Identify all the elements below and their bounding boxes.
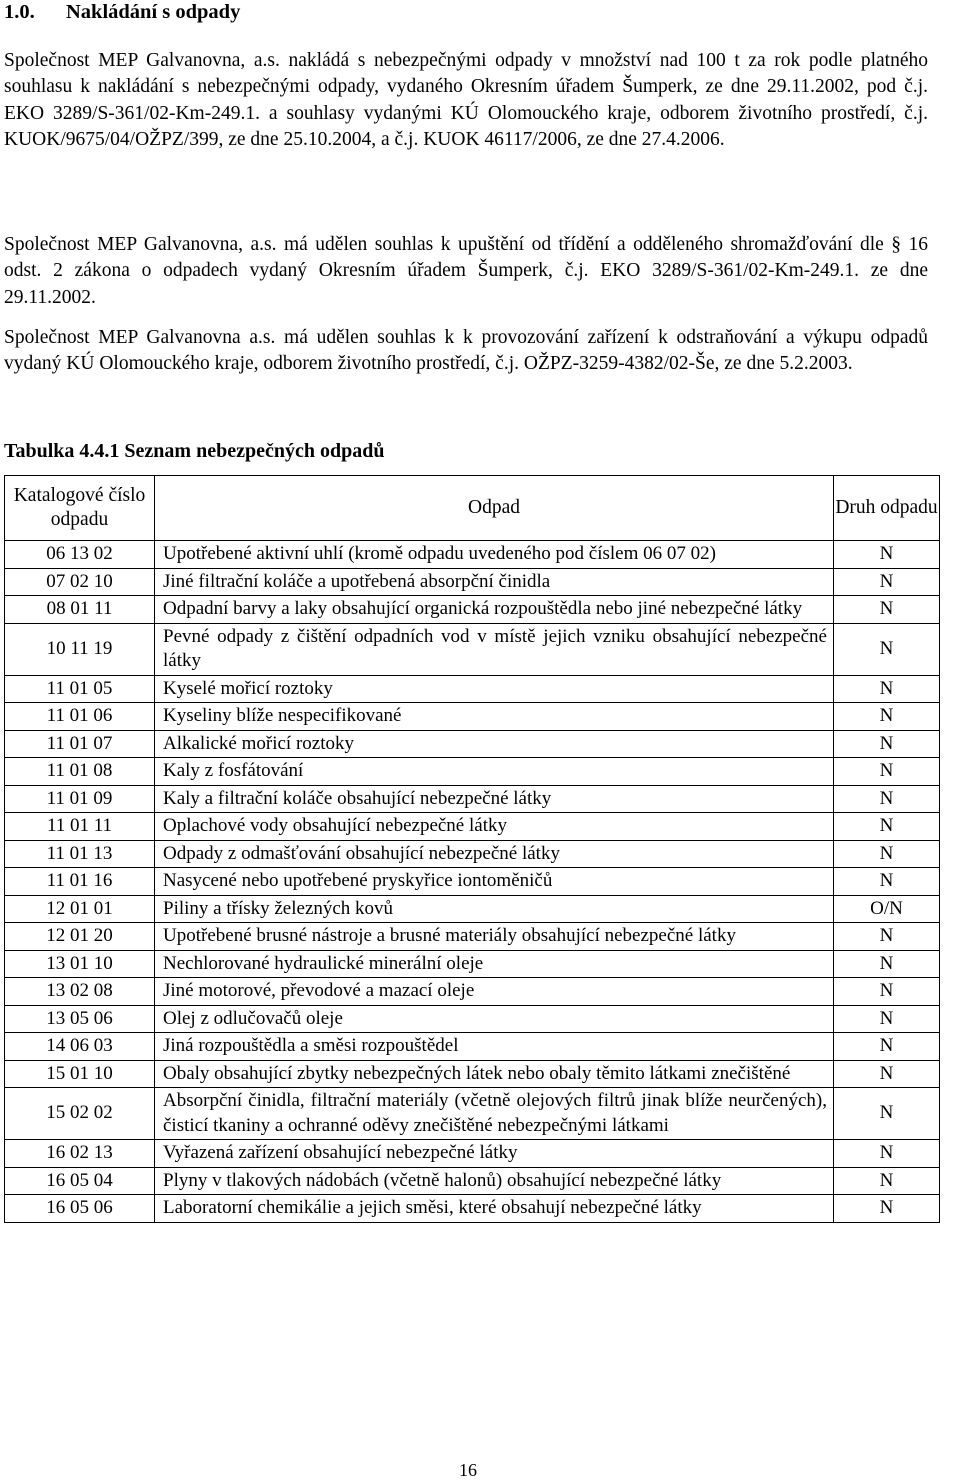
waste-name-cell: Obaly obsahující zbytky nebezpečných látek nebo obaly těmito látkami znečištěné	[155, 1060, 834, 1088]
table-row	[5, 923, 940, 951]
waste-name-cell: Jiná rozpouštědla a směsi rozpouštědel	[155, 1033, 834, 1061]
waste-code-cell: 15 01 10	[5, 1060, 155, 1088]
header-type: Druh odpadu	[834, 476, 940, 541]
waste-name-cell: Nechlorované hydraulické minerální oleje	[155, 950, 834, 978]
waste-code-cell: 11 01 13	[5, 840, 155, 868]
header-code: Katalogové číslo odpadu	[5, 476, 155, 541]
section-heading	[4, 0, 240, 24]
waste-code-cell: 11 01 16	[5, 868, 155, 896]
waste-type-cell: N	[834, 1195, 940, 1223]
waste-type-cell: N	[834, 1167, 940, 1195]
waste-name-cell: Jiné motorové, převodové a mazací oleje	[155, 978, 834, 1006]
table-row	[5, 950, 940, 978]
waste-type-cell: N	[834, 568, 940, 596]
waste-code-cell: 11 01 05	[5, 675, 155, 703]
header-name: Odpad	[155, 476, 834, 541]
waste-name-cell: Kaly a filtrační koláče obsahující nebezpečné látky	[155, 785, 834, 813]
waste-type-cell: N	[834, 840, 940, 868]
table-row	[5, 703, 940, 731]
waste-type-cell: N	[834, 1060, 940, 1088]
table-header-row	[5, 476, 940, 541]
table-row	[5, 840, 940, 868]
waste-code-cell: 13 02 08	[5, 978, 155, 1006]
section-title: Nakládání s odpady	[66, 1, 241, 23]
table-row	[5, 675, 940, 703]
waste-type-cell: N	[834, 1033, 940, 1061]
table-row	[5, 978, 940, 1006]
waste-code-cell: 11 01 09	[5, 785, 155, 813]
waste-name-cell: Oplachové vody obsahující nebezpečné látky	[155, 813, 834, 841]
waste-type-cell: N	[834, 1088, 940, 1140]
waste-name-cell: Nasycené nebo upotřebené pryskyřice iontoměničů	[155, 868, 834, 896]
waste-type-cell: O/N	[834, 895, 940, 923]
table-row	[5, 541, 940, 569]
waste-code-cell: 16 05 04	[5, 1167, 155, 1195]
waste-type-cell: N	[834, 785, 940, 813]
waste-code-cell: 16 05 06	[5, 1195, 155, 1223]
waste-code-cell: 06 13 02	[5, 541, 155, 569]
table-row	[5, 895, 940, 923]
paragraph-sorting-exemption: Společnost MEP Galvanovna, a.s. má udělen souhlas k upuštění od třídění a odděleného shromažďování dle § 16 odst. 2 zákona o odpadech vydaný Okresním úřadem Šumperk, č.j. EKO 3289/S-361/02-Km-249.1. ze dne 29.11.2002.	[4, 234, 928, 308]
waste-type-cell: N	[834, 703, 940, 731]
waste-code-cell: 11 01 07	[5, 730, 155, 758]
waste-type-cell: N	[834, 623, 940, 675]
waste-type-cell: N	[834, 868, 940, 896]
table-row	[5, 596, 940, 624]
waste-name-cell: Olej z odlučovačů oleje	[155, 1005, 834, 1033]
table-row	[5, 758, 940, 786]
hazardous-waste-table	[4, 475, 940, 1223]
waste-type-cell: N	[834, 758, 940, 786]
table-row	[5, 813, 940, 841]
waste-code-cell: 12 01 20	[5, 923, 155, 951]
waste-code-cell: 13 05 06	[5, 1005, 155, 1033]
waste-name-cell: Piliny a třísky železných kovů	[155, 895, 834, 923]
table-row	[5, 1060, 940, 1088]
waste-name-cell: Kyselé mořicí roztoky	[155, 675, 834, 703]
waste-name-cell: Odpadní barvy a laky obsahující organická rozpouštědla nebo jiné nebezpečné látky	[155, 596, 834, 624]
table-row	[5, 1195, 940, 1223]
waste-code-cell: 15 02 02	[5, 1088, 155, 1140]
table-row	[5, 868, 940, 896]
waste-type-cell: N	[834, 596, 940, 624]
waste-name-cell: Upotřebené brusné nástroje a brusné materiály obsahující nebezpečné látky	[155, 923, 834, 951]
waste-code-cell: 12 01 01	[5, 895, 155, 923]
waste-name-cell: Vyřazená zařízení obsahující nebezpečné látky	[155, 1140, 834, 1168]
waste-type-cell: N	[834, 1140, 940, 1168]
page-number: 16	[459, 1460, 477, 1480]
waste-name-cell: Kyseliny blíže nespecifikované	[155, 703, 834, 731]
waste-code-cell: 11 01 11	[5, 813, 155, 841]
waste-type-cell: N	[834, 813, 940, 841]
waste-name-cell: Upotřebené aktivní uhlí (kromě odpadu uvedeného pod číslem 06 07 02)	[155, 541, 834, 569]
table-row	[5, 1140, 940, 1168]
waste-name-cell: Kaly z fosfátování	[155, 758, 834, 786]
waste-type-cell: N	[834, 730, 940, 758]
waste-code-cell: 14 06 03	[5, 1033, 155, 1061]
waste-code-cell: 07 02 10	[5, 568, 155, 596]
waste-code-cell: 11 01 08	[5, 758, 155, 786]
waste-name-cell: Plyny v tlakových nádobách (včetně halonů) obsahující nebezpečné látky	[155, 1167, 834, 1195]
waste-type-cell: N	[834, 978, 940, 1006]
waste-type-cell: N	[834, 1005, 940, 1033]
waste-type-cell: N	[834, 541, 940, 569]
table-row	[5, 568, 940, 596]
waste-name-cell: Odpady z odmašťování obsahující nebezpečné látky	[155, 840, 834, 868]
waste-type-cell: N	[834, 950, 940, 978]
table-row	[5, 623, 940, 675]
waste-name-cell: Absorpční činidla, filtrační materiály (včetně olejových filtrů jinak blíže neurčených), čisticí tkaniny a ochranné oděvy znečištěné nebezpečnými látkami	[155, 1088, 834, 1140]
waste-name-cell: Alkalické mořicí roztoky	[155, 730, 834, 758]
paragraph-waste-handling: Společnost MEP Galvanovna, a.s. nakládá s nebezpečnými odpady v množství nad 100 t za rok podle platného souhlasu k nakládání s nebezpečnými odpady, vydaného Okresním úřadem Šumperk, ze dne 29.11.2002, pod č.j. EKO 3289/S-361/02-Km-249.1. a souhlasy vydanými KÚ Olomouckého kraje, odborem životního prostředí, č.j. KUOK/9675/04/OŽPZ/399, ze dne 25.10.2004, a č.j. KUOK 46117/2006, ze dne 27.4.2006.	[4, 50, 928, 150]
waste-name-cell: Pevné odpady z čištění odpadních vod v místě jejich vzniku obsahující nebezpečné látky	[155, 623, 834, 675]
waste-name-cell: Laboratorní chemikálie a jejich směsi, které obsahují nebezpečné látky	[155, 1195, 834, 1223]
paragraph-facility-operation: Společnost MEP Galvanovna a.s. má udělen souhlas k k provozování zařízení k odstraňování a výkupu odpadů vydaný KÚ Olomouckého kraje, odborem životního prostředí, č.j. OŽPZ-3259-4382/02-Še, ze dne 5.2.2003.	[4, 327, 928, 375]
waste-code-cell: 08 01 11	[5, 596, 155, 624]
waste-code-cell: 11 01 06	[5, 703, 155, 731]
waste-code-cell: 10 11 19	[5, 623, 155, 675]
table-row	[5, 1005, 940, 1033]
table-caption: Tabulka 4.4.1 Seznam nebezpečných odpadů	[4, 440, 385, 462]
waste-type-cell: N	[834, 675, 940, 703]
waste-code-cell: 16 02 13	[5, 1140, 155, 1168]
waste-name-cell: Jiné filtrační koláče a upotřebená absorpční činidla	[155, 568, 834, 596]
table-row	[5, 785, 940, 813]
waste-code-cell: 13 01 10	[5, 950, 155, 978]
waste-type-cell: N	[834, 923, 940, 951]
section-number: 1.0.	[4, 1, 35, 23]
table-row	[5, 1167, 940, 1195]
table-row	[5, 1088, 940, 1140]
table-body	[5, 541, 940, 1223]
table-row	[5, 730, 940, 758]
table-row	[5, 1033, 940, 1061]
